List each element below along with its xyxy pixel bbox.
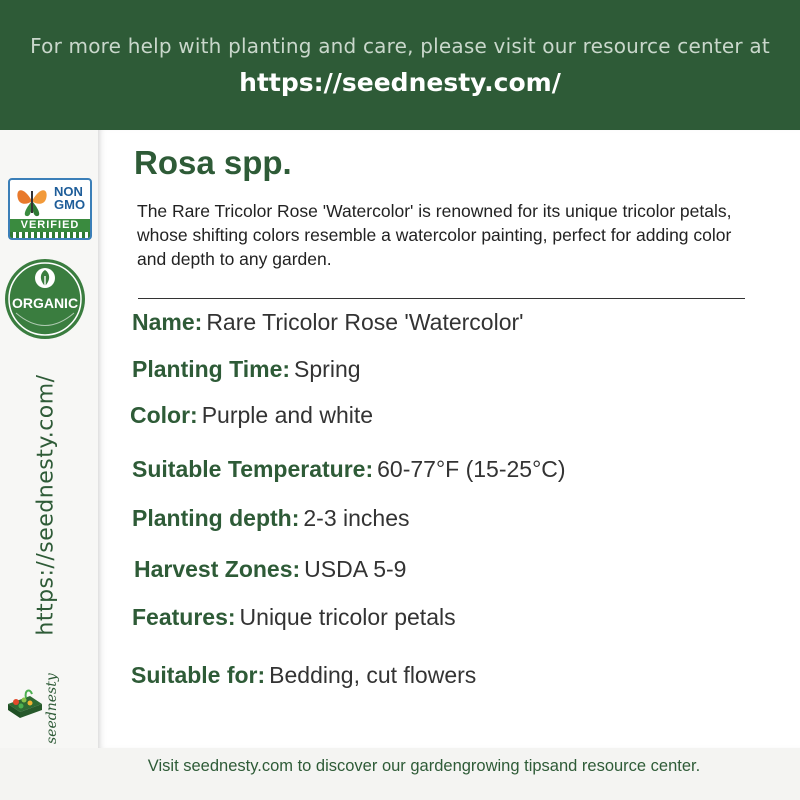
field-value: Bedding, cut flowers (269, 662, 477, 688)
banner-url-link[interactable]: https://seednesty.com/ (239, 68, 561, 97)
field-color (130, 402, 373, 429)
non-gmo-badge (8, 178, 92, 240)
plant-title: Rosa spp. (134, 144, 292, 181)
field-value: USDA 5-9 (304, 556, 407, 582)
verified-label: VERIFIED (10, 219, 90, 232)
field-planting-time (132, 356, 361, 383)
butterfly-icon (13, 183, 51, 219)
field-label: Harvest Zones: (134, 556, 301, 582)
brand-script-text: seednesty (44, 673, 60, 744)
field-label: Suitable Temperature: (132, 456, 374, 482)
field-label: Planting Time: (132, 356, 291, 382)
field-value: Spring (294, 356, 361, 382)
field-suitable-temperature (132, 456, 566, 483)
seednesty-logo (2, 660, 68, 746)
non-gmo-text (54, 185, 92, 211)
field-label: Planting depth: (132, 505, 300, 531)
field-planting-depth (132, 505, 410, 532)
field-value: Rare Tricolor Rose 'Watercolor' (206, 309, 524, 335)
field-value: 60-77°F (15-25°C) (377, 456, 566, 482)
field-value: Unique tricolor petals (239, 604, 456, 630)
vertical-url-text: https://seednesty.com/ (33, 374, 59, 636)
divider (138, 298, 745, 299)
grass-decoration (10, 232, 90, 240)
organic-label: ORGANIC (11, 295, 79, 311)
field-suitable-for (131, 662, 476, 689)
field-label: Color: (130, 402, 198, 428)
field-value: Purple and white (201, 402, 374, 428)
gmo-label: GMO (54, 197, 86, 212)
field-features (132, 604, 456, 631)
top-banner (0, 0, 800, 130)
field-value: 2-3 inches (303, 505, 410, 531)
field-harvest-zones (134, 556, 406, 583)
banner-help-text: For more help with planting and care, please visit our resource center at (30, 34, 770, 58)
footer-text: Visit seednesty.com to discover our gardengrowing tipsand resource center. (147, 757, 701, 775)
organic-badge (4, 258, 86, 340)
leaf-icon (35, 268, 55, 288)
plant-description: The Rare Tricolor Rose 'Watercolor' is renowned for its unique tricolor petals, whose shifting colors resemble a watercolor painting, perfect for adding color and depth to any garden. (137, 201, 732, 269)
seed-tray-icon (8, 691, 42, 718)
field-label: Suitable for: (131, 662, 266, 688)
field-label: Name: (132, 309, 203, 335)
field-label: Features: (132, 604, 236, 630)
field-name (132, 309, 524, 336)
non-label: NON (54, 184, 83, 199)
